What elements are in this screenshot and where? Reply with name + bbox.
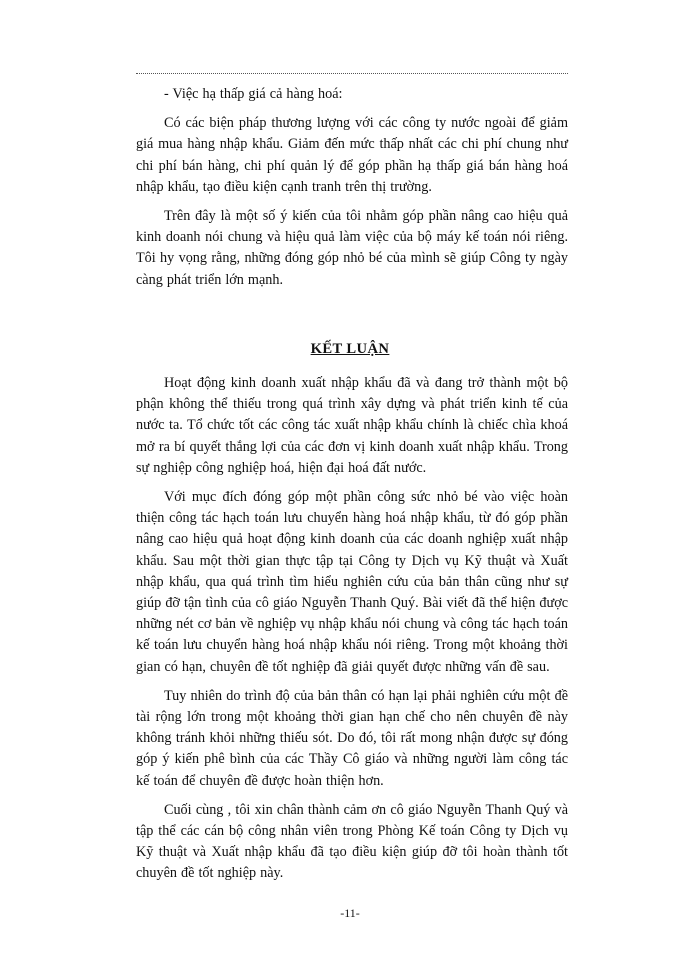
paragraph-price-reduction: Có các biện pháp thương lượng với các công ty nước ngoài để giảm giá mua hàng nhập khẩu. Giảm đến mức thấp nhất các chi phí chung như chi phí bán hàng, chi phí quản lý để góp phần hạ thấp giá bán hàng hoá nhập khẩu, tạo điều kiện cạnh tranh trên thị trường.: [136, 115, 568, 195]
conclusion-section: [136, 373, 568, 885]
conclusion-paragraph: Với mục đích đóng góp một phần công sức nhỏ bé vào việc hoàn thiện công tác hạch toán lưu chuyển hàng hoá nhập khẩu, từ đó góp phần nâng cao hiệu quả hoạt động kinh doanh của các doanh nghiệp xuất nhập khẩu. Sau một thời gian thực tập tại Công ty Dịch vụ Kỹ thuật và Xuất nhập khẩu, qua quá trình tìm hiểu nghiên cứu của bản thân cũng như sự giúp đỡ tận tình của cô giáo Nguyễn Thanh Quý. Bài viết đã thể hiện được những nét cơ bản về nghiệp vụ nhập khẩu nói chung và công tác hạch toán kế toán lưu chuyển hàng hoá nhập khẩu nói riêng. Trong một khoảng thời gian có hạn, chuyên đề tốt nghiệp đã giải quyết được những vấn đề sau.: [136, 489, 568, 675]
conclusion-paragraph: Tuy nhiên do trình độ của bản thân có hạn lại phải nghiên cứu một đề tài rộng lớn trong một khoảng thời gian hạn chế cho nên chuyên đề này không tránh khỏi những thiếu sót. Do đó, tôi rất mong nhận được sự đóng góp ý kiến phê bình của các Thầy Cô giáo và những người làm công tác kế toán để chuyên đề được hoàn thiện hơn.: [136, 687, 568, 789]
conclusion-paragraph: Cuối cùng , tôi xin chân thành cảm ơn cô giáo Nguyễn Thanh Quý và tập thể các cán bộ công nhân viên trong Phòng Kế toán Công ty Dịch vụ Kỹ thuật và Xuất nhập khẩu đã tạo điều kiện giúp đỡ tôi hoàn thành tốt chuyên đề tốt nghiệp này.: [136, 801, 568, 882]
lead-line: - Việc hạ thấp giá cả hàng hoá:: [164, 86, 343, 102]
page-number: -11-: [340, 906, 360, 920]
paragraph-gap: [136, 479, 568, 487]
conclusion-heading: KẾT LUẬN: [310, 341, 390, 357]
paragraph-gap: [136, 198, 568, 206]
top-section: [136, 84, 568, 291]
paragraph-gap: [136, 105, 568, 113]
paragraph-gap: [136, 678, 568, 686]
conclusion-paragraph: Hoạt động kinh doanh xuất nhập khẩu đã và đang trở thành một bộ phận không thể thiếu trong quá trình xây dựng và phát triển kinh tế của nước ta. Tổ chức tốt các công tác xuất nhập khẩu chính là chiếc chìa khoá mở ra bí quyết thắng lợi của các đơn vị kinh doanh xuất nhập khẩu. Trong sự nghiệp công nghiệp hoá, hiện đại hoá đất nước.: [136, 375, 568, 476]
header-dotted-rule: [136, 73, 568, 74]
paragraph-gap: [136, 792, 568, 800]
paragraph-closing-remarks: Trên đây là một số ý kiến của tôi nhằm góp phần nâng cao hiệu quả kinh doanh nói chung và hiệu quả làm việc của bộ máy kế toán nói riêng. Tôi hy vọng rằng, những đóng góp nhỏ bé của mình sẽ giúp Công ty ngày càng phát triển lớn mạnh.: [136, 208, 568, 288]
